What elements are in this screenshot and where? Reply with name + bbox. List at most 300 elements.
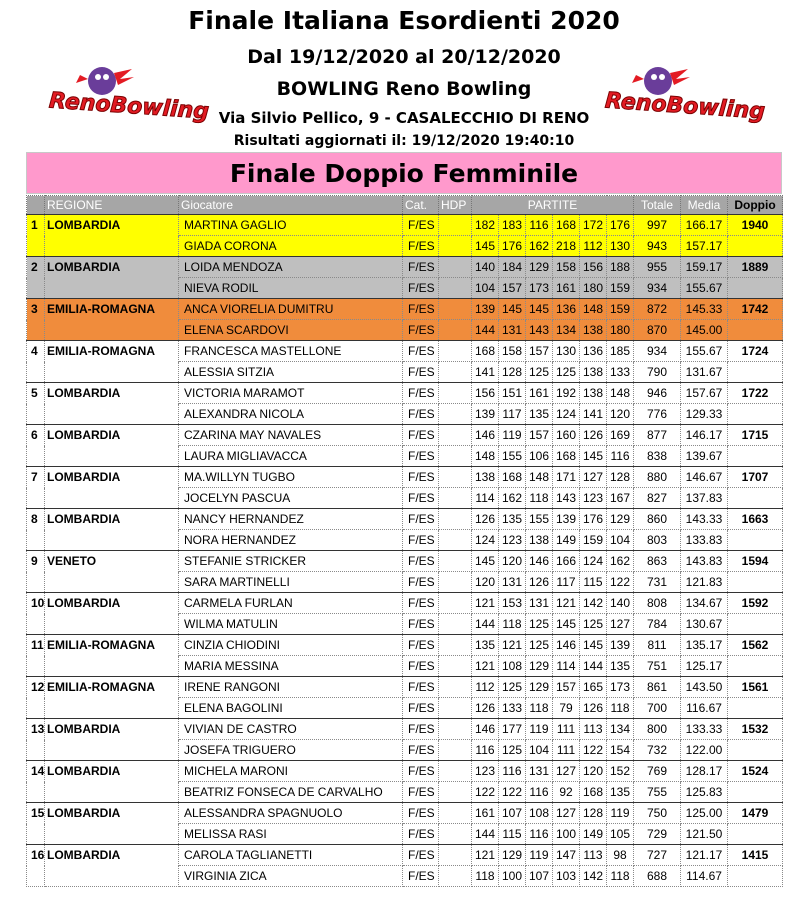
region-cell: LOMBARDIA <box>45 845 179 866</box>
region-cell: LOMBARDIA <box>45 509 179 530</box>
rank-cell <box>27 320 45 341</box>
rank-cell <box>27 824 45 845</box>
game-score: 92 <box>553 782 580 803</box>
handicap-cell <box>439 446 472 467</box>
handicap-cell <box>439 824 472 845</box>
region-cell: LOMBARDIA <box>45 425 179 446</box>
game-score: 176 <box>499 236 526 257</box>
game-score: 136 <box>553 299 580 320</box>
handicap-cell <box>439 278 472 299</box>
average-cell: 145.00 <box>681 320 728 341</box>
handicap-cell <box>439 551 472 572</box>
region-cell <box>45 698 179 719</box>
venue-name: BOWLING Reno Bowling <box>276 78 532 100</box>
game-score: 115 <box>580 572 607 593</box>
game-score: 134 <box>553 320 580 341</box>
game-score: 128 <box>607 467 634 488</box>
table-row <box>27 383 783 404</box>
rank-cell: 12 <box>27 677 45 698</box>
game-score: 144 <box>472 824 499 845</box>
game-score: 156 <box>580 257 607 278</box>
double-cell <box>728 656 783 677</box>
category-cell: F/ES <box>403 404 439 425</box>
player-name: MARTINA GAGLIO <box>179 215 403 236</box>
game-score: 125 <box>526 362 553 383</box>
page-title: Finale Italiana Esordienti 2020 <box>188 6 620 35</box>
region-cell: LOMBARDIA <box>45 467 179 488</box>
game-score: 192 <box>553 383 580 404</box>
rank-cell: 13 <box>27 719 45 740</box>
double-cell <box>728 320 783 341</box>
game-score: 133 <box>499 698 526 719</box>
game-score: 116 <box>607 446 634 467</box>
game-score: 149 <box>580 824 607 845</box>
game-score: 125 <box>526 614 553 635</box>
handicap-cell <box>439 383 472 404</box>
table-row <box>27 593 783 614</box>
game-score: 126 <box>580 698 607 719</box>
handicap-cell <box>439 656 472 677</box>
game-score: 166 <box>553 551 580 572</box>
game-score: 126 <box>580 425 607 446</box>
region-cell <box>45 782 179 803</box>
updated-timestamp: Risultati aggiornati il: 19/12/2020 19:40:10 <box>233 133 575 149</box>
game-score: 100 <box>499 866 526 887</box>
total-cell: 784 <box>634 614 681 635</box>
total-cell: 827 <box>634 488 681 509</box>
game-score: 129 <box>499 845 526 866</box>
game-score: 116 <box>499 761 526 782</box>
player-name: ELENA SCARDOVI <box>179 320 403 341</box>
total-cell: 731 <box>634 572 681 593</box>
table-row <box>27 824 783 845</box>
handicap-cell <box>439 257 472 278</box>
game-score: 139 <box>472 404 499 425</box>
category-cell: F/ES <box>403 383 439 404</box>
table-row <box>27 866 783 887</box>
average-cell: 143.83 <box>681 551 728 572</box>
average-cell: 122.00 <box>681 740 728 761</box>
total-cell: 880 <box>634 467 681 488</box>
rank-cell <box>27 572 45 593</box>
game-score: 120 <box>499 551 526 572</box>
table-row <box>27 761 783 782</box>
game-score: 149 <box>553 530 580 551</box>
game-score: 100 <box>553 824 580 845</box>
average-cell: 143.33 <box>681 509 728 530</box>
average-cell: 116.67 <box>681 698 728 719</box>
game-score: 138 <box>580 383 607 404</box>
games-header: PARTITE <box>472 196 634 215</box>
player-name: NANCY HERNANDEZ <box>179 509 403 530</box>
game-score: 119 <box>526 719 553 740</box>
table-row <box>27 803 783 824</box>
double-cell <box>728 446 783 467</box>
results-table <box>26 195 783 887</box>
game-score: 147 <box>553 845 580 866</box>
double-cell: 1940 <box>728 215 783 236</box>
handicap-cell <box>439 467 472 488</box>
total-cell: 934 <box>634 278 681 299</box>
total-cell: 838 <box>634 446 681 467</box>
average-cell: 146.67 <box>681 467 728 488</box>
average-cell: 135.17 <box>681 635 728 656</box>
average-cell: 157.17 <box>681 236 728 257</box>
handicap-cell <box>439 803 472 824</box>
rank-cell <box>27 446 45 467</box>
total-cell: 943 <box>634 236 681 257</box>
game-score: 146 <box>526 551 553 572</box>
game-score: 104 <box>472 278 499 299</box>
game-score: 167 <box>607 488 634 509</box>
section-title: Finale Doppio Femminile <box>26 152 782 194</box>
double-cell <box>728 278 783 299</box>
player-name: FRANCESCA MASTELLONE <box>179 341 403 362</box>
region-cell <box>45 656 179 677</box>
game-score: 131 <box>499 320 526 341</box>
game-score: 126 <box>472 509 499 530</box>
game-score: 138 <box>580 320 607 341</box>
rank-cell <box>27 698 45 719</box>
table-row <box>27 509 783 530</box>
rank-cell <box>27 236 45 257</box>
player-name: GIADA CORONA <box>179 236 403 257</box>
game-score: 139 <box>553 509 580 530</box>
player-name: MA.WILLYN TUGBO <box>179 467 403 488</box>
rank-cell: 3 <box>27 299 45 320</box>
average-cell: 143.50 <box>681 677 728 698</box>
region-cell <box>45 824 179 845</box>
table-row <box>27 404 783 425</box>
rank-cell <box>27 656 45 677</box>
region-cell <box>45 362 179 383</box>
game-score: 118 <box>526 698 553 719</box>
game-score: 160 <box>553 425 580 446</box>
game-score: 158 <box>499 341 526 362</box>
double-cell: 1724 <box>728 341 783 362</box>
game-score: 141 <box>472 362 499 383</box>
game-score: 145 <box>553 614 580 635</box>
handicap-cell <box>439 509 472 530</box>
game-score: 123 <box>499 530 526 551</box>
total-cell: 769 <box>634 761 681 782</box>
game-score: 125 <box>526 635 553 656</box>
category-cell: F/ES <box>403 257 439 278</box>
game-score: 173 <box>526 278 553 299</box>
game-score: 176 <box>607 215 634 236</box>
total-cell: 997 <box>634 215 681 236</box>
game-score: 157 <box>526 341 553 362</box>
region-cell <box>45 740 179 761</box>
game-score: 129 <box>526 677 553 698</box>
table-row <box>27 320 783 341</box>
game-score: 98 <box>607 845 634 866</box>
handicap-cell <box>439 341 472 362</box>
category-cell: F/ES <box>403 467 439 488</box>
game-score: 131 <box>526 593 553 614</box>
total-cell: 700 <box>634 698 681 719</box>
game-score: 142 <box>580 593 607 614</box>
double-cell: 1524 <box>728 761 783 782</box>
game-score: 148 <box>607 383 634 404</box>
category-cell: F/ES <box>403 236 439 257</box>
table-row <box>27 656 783 677</box>
category-cell: F/ES <box>403 866 439 887</box>
game-score: 130 <box>553 341 580 362</box>
total-cell: 861 <box>634 677 681 698</box>
rank-cell: 11 <box>27 635 45 656</box>
game-score: 121 <box>472 593 499 614</box>
game-score: 116 <box>526 215 553 236</box>
game-score: 111 <box>553 719 580 740</box>
game-score: 169 <box>607 425 634 446</box>
game-score: 139 <box>472 299 499 320</box>
double-cell: 1562 <box>728 635 783 656</box>
player-name: BEATRIZ FONSECA DE CARVALHO <box>179 782 403 803</box>
game-score: 124 <box>472 530 499 551</box>
game-score: 113 <box>580 845 607 866</box>
rank-cell: 9 <box>27 551 45 572</box>
total-cell: 727 <box>634 845 681 866</box>
total-cell: 808 <box>634 593 681 614</box>
total-cell: 934 <box>634 341 681 362</box>
handicap-cell <box>439 614 472 635</box>
game-score: 158 <box>553 257 580 278</box>
game-score: 157 <box>499 278 526 299</box>
double-cell: 1663 <box>728 509 783 530</box>
player-name: VICTORIA MARAMOT <box>179 383 403 404</box>
game-score: 153 <box>499 593 526 614</box>
table-row <box>27 299 783 320</box>
game-score: 127 <box>553 761 580 782</box>
double-cell: 1532 <box>728 719 783 740</box>
total-cell: 860 <box>634 509 681 530</box>
handicap-cell <box>439 425 472 446</box>
reno-bowling-logo-left <box>48 63 210 125</box>
player-name: VIRGINIA ZICA <box>179 866 403 887</box>
game-score: 121 <box>553 593 580 614</box>
game-score: 162 <box>499 488 526 509</box>
game-score: 162 <box>526 236 553 257</box>
table-row <box>27 341 783 362</box>
game-score: 127 <box>580 467 607 488</box>
total-cell: 946 <box>634 383 681 404</box>
average-cell: 133.33 <box>681 719 728 740</box>
category-cell: F/ES <box>403 656 439 677</box>
game-score: 116 <box>526 824 553 845</box>
handicap-cell <box>439 488 472 509</box>
average-cell: 121.17 <box>681 845 728 866</box>
double-cell: 1742 <box>728 299 783 320</box>
game-score: 104 <box>607 530 634 551</box>
game-score: 135 <box>526 404 553 425</box>
total-cell: 790 <box>634 362 681 383</box>
game-score: 168 <box>553 446 580 467</box>
category-cell: F/ES <box>403 551 439 572</box>
game-score: 172 <box>580 215 607 236</box>
player-name: IRENE RANGONI <box>179 677 403 698</box>
average-cell: 159.17 <box>681 257 728 278</box>
game-score: 159 <box>607 299 634 320</box>
average-cell: 155.67 <box>681 278 728 299</box>
game-score: 108 <box>499 656 526 677</box>
game-score: 143 <box>526 320 553 341</box>
average-cell: 139.67 <box>681 446 728 467</box>
average-cell: 155.67 <box>681 341 728 362</box>
region-cell <box>45 488 179 509</box>
double-cell <box>728 740 783 761</box>
average-cell: 134.67 <box>681 593 728 614</box>
game-score: 119 <box>526 845 553 866</box>
average-cell: 128.17 <box>681 761 728 782</box>
game-score: 116 <box>472 740 499 761</box>
category-cell: F/ES <box>403 698 439 719</box>
game-score: 218 <box>553 236 580 257</box>
game-score: 129 <box>526 656 553 677</box>
game-score: 117 <box>553 572 580 593</box>
region-cell: LOMBARDIA <box>45 215 179 236</box>
game-score: 125 <box>580 614 607 635</box>
game-score: 177 <box>499 719 526 740</box>
rank-cell <box>27 404 45 425</box>
region-cell: LOMBARDIA <box>45 257 179 278</box>
game-score: 161 <box>472 803 499 824</box>
game-score: 154 <box>607 740 634 761</box>
game-score: 130 <box>607 236 634 257</box>
double-cell <box>728 362 783 383</box>
double-cell <box>728 866 783 887</box>
table-header-row <box>27 196 783 215</box>
handicap-cell <box>439 236 472 257</box>
game-score: 112 <box>580 236 607 257</box>
game-score: 126 <box>472 698 499 719</box>
table-row <box>27 488 783 509</box>
game-score: 133 <box>607 362 634 383</box>
rank-cell: 5 <box>27 383 45 404</box>
double-cell: 1592 <box>728 593 783 614</box>
game-score: 129 <box>526 257 553 278</box>
game-score: 122 <box>580 740 607 761</box>
double-cell <box>728 488 783 509</box>
table-row <box>27 530 783 551</box>
region-cell <box>45 236 179 257</box>
player-name: VIVIAN DE CASTRO <box>179 719 403 740</box>
game-score: 180 <box>580 278 607 299</box>
game-score: 145 <box>472 551 499 572</box>
handicap-cell <box>439 740 472 761</box>
player-name: JOSEFA TRIGUERO <box>179 740 403 761</box>
game-score: 131 <box>499 572 526 593</box>
category-cell: F/ES <box>403 677 439 698</box>
game-score: 146 <box>472 425 499 446</box>
table-row <box>27 467 783 488</box>
game-score: 118 <box>607 698 634 719</box>
game-score: 128 <box>499 362 526 383</box>
double-cell <box>728 698 783 719</box>
game-score: 118 <box>472 866 499 887</box>
total-cell: 750 <box>634 803 681 824</box>
total-cell: 751 <box>634 656 681 677</box>
game-score: 146 <box>553 635 580 656</box>
table-row <box>27 572 783 593</box>
game-score: 123 <box>580 488 607 509</box>
average-cell: 133.83 <box>681 530 728 551</box>
game-score: 120 <box>607 404 634 425</box>
handicap-cell <box>439 320 472 341</box>
rank-cell <box>27 488 45 509</box>
table-row <box>27 782 783 803</box>
category-cell: F/ES <box>403 320 439 341</box>
double-cell: 1415 <box>728 845 783 866</box>
table-row <box>27 719 783 740</box>
game-score: 129 <box>607 509 634 530</box>
game-score: 176 <box>580 509 607 530</box>
handicap-cell <box>439 698 472 719</box>
region-header: REGIONE <box>45 196 179 215</box>
game-score: 141 <box>580 404 607 425</box>
game-score: 135 <box>499 509 526 530</box>
game-score: 79 <box>553 698 580 719</box>
total-cell: 776 <box>634 404 681 425</box>
player-name: CAROLA TAGLIANETTI <box>179 845 403 866</box>
game-score: 148 <box>472 446 499 467</box>
rank-cell: 6 <box>27 425 45 446</box>
game-score: 125 <box>553 362 580 383</box>
player-name: ALESSIA SITZIA <box>179 362 403 383</box>
rank-cell <box>27 866 45 887</box>
total-cell: 688 <box>634 866 681 887</box>
game-score: 151 <box>499 383 526 404</box>
region-cell <box>45 320 179 341</box>
average-cell: 129.33 <box>681 404 728 425</box>
table-row <box>27 278 783 299</box>
game-score: 157 <box>526 425 553 446</box>
category-cell: F/ES <box>403 719 439 740</box>
double-cell <box>728 782 783 803</box>
game-score: 140 <box>607 593 634 614</box>
game-score: 106 <box>526 446 553 467</box>
game-score: 184 <box>499 257 526 278</box>
total-cell: 811 <box>634 635 681 656</box>
average-cell: 137.83 <box>681 488 728 509</box>
rank-cell: 10 <box>27 593 45 614</box>
game-score: 127 <box>607 614 634 635</box>
double-cell: 1715 <box>728 425 783 446</box>
game-score: 120 <box>472 572 499 593</box>
region-cell <box>45 278 179 299</box>
handicap-cell <box>439 572 472 593</box>
average-cell: 125.17 <box>681 656 728 677</box>
total-cell: 800 <box>634 719 681 740</box>
rank-header <box>27 196 45 215</box>
region-cell: LOMBARDIA <box>45 803 179 824</box>
double-cell: 1594 <box>728 551 783 572</box>
game-score: 135 <box>607 782 634 803</box>
game-score: 144 <box>580 656 607 677</box>
handicap-cell <box>439 677 472 698</box>
player-name: LOIDA MENDOZA <box>179 257 403 278</box>
reno-bowling-logo-right <box>604 63 766 125</box>
game-score: 114 <box>553 656 580 677</box>
region-cell <box>45 530 179 551</box>
category-cell: F/ES <box>403 278 439 299</box>
game-score: 173 <box>607 677 634 698</box>
game-score: 143 <box>553 488 580 509</box>
game-score: 123 <box>472 761 499 782</box>
category-cell: F/ES <box>403 803 439 824</box>
handicap-cell <box>439 530 472 551</box>
category-cell: F/ES <box>403 446 439 467</box>
